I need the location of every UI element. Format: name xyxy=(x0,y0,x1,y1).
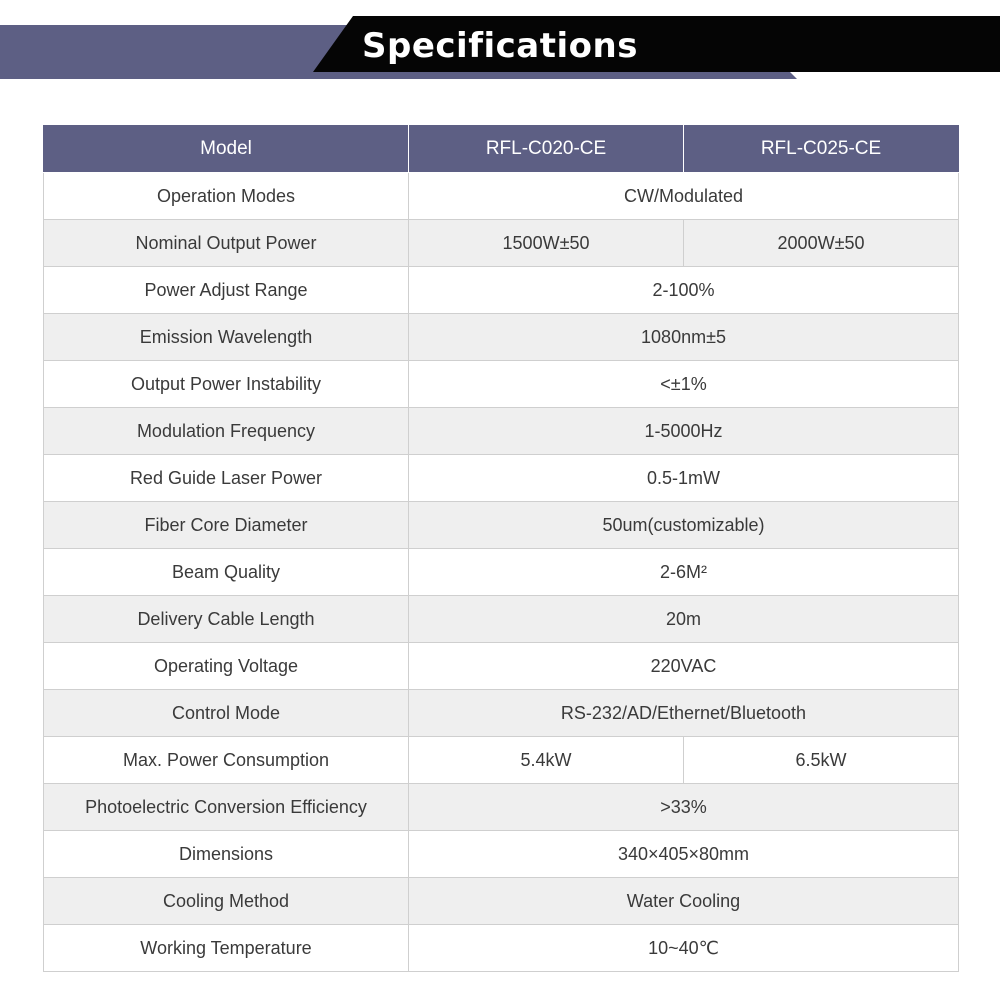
row-value: >33% xyxy=(409,784,959,831)
table-row-emission-wavelength xyxy=(44,314,959,361)
table-row-red-guide-laser-power xyxy=(44,455,959,502)
row-label: Modulation Frequency xyxy=(44,408,409,455)
row-value: 1080nm±5 xyxy=(409,314,959,361)
header-cell-model: Model xyxy=(44,126,409,173)
table-row-max-power-consumption xyxy=(44,737,959,784)
specifications-table xyxy=(43,125,959,972)
row-value: 2-6M² xyxy=(409,549,959,596)
row-value-rfl-c025-ce: 2000W±50 xyxy=(684,220,959,267)
row-label: Beam Quality xyxy=(44,549,409,596)
table-row-beam-quality xyxy=(44,549,959,596)
row-value: CW/Modulated xyxy=(409,173,959,220)
row-value-rfl-c020-ce: 5.4kW xyxy=(409,737,684,784)
row-value: 2-100% xyxy=(409,267,959,314)
row-label: Photoelectric Conversion Efficiency xyxy=(44,784,409,831)
row-value: 1-5000Hz xyxy=(409,408,959,455)
row-label: Power Adjust Range xyxy=(44,267,409,314)
row-value: 50um(customizable) xyxy=(409,502,959,549)
table-row-power-adjust-range xyxy=(44,267,959,314)
specifications-banner xyxy=(0,0,1000,90)
row-value: 10~40℃ xyxy=(409,925,959,972)
row-value-rfl-c025-ce: 6.5kW xyxy=(684,737,959,784)
row-label: Max. Power Consumption xyxy=(44,737,409,784)
row-label: Emission Wavelength xyxy=(44,314,409,361)
row-label: Red Guide Laser Power xyxy=(44,455,409,502)
table-row-operating-voltage xyxy=(44,643,959,690)
row-label: Working Temperature xyxy=(44,925,409,972)
page-title: Specifications xyxy=(362,26,638,66)
table-row-output-power-instability xyxy=(44,361,959,408)
row-value: 0.5-1mW xyxy=(409,455,959,502)
header-row xyxy=(44,126,959,173)
row-label: Delivery Cable Length xyxy=(44,596,409,643)
row-label: Operation Modes xyxy=(44,173,409,220)
row-value: 220VAC xyxy=(409,643,959,690)
table-row-dimensions xyxy=(44,831,959,878)
row-label: Fiber Core Diameter xyxy=(44,502,409,549)
table-row-delivery-cable-length xyxy=(44,596,959,643)
row-label: Cooling Method xyxy=(44,878,409,925)
table-row-photoelectric-conversion-efficiency xyxy=(44,784,959,831)
row-label: Control Mode xyxy=(44,690,409,737)
row-label: Operating Voltage xyxy=(44,643,409,690)
row-value: 20m xyxy=(409,596,959,643)
table-row-control-mode xyxy=(44,690,959,737)
table-header xyxy=(44,126,959,173)
row-label: Dimensions xyxy=(44,831,409,878)
row-label: Nominal Output Power xyxy=(44,220,409,267)
row-value: <±1% xyxy=(409,361,959,408)
header-cell-rfl-c020-ce: RFL-C020-CE xyxy=(409,126,684,173)
row-label: Output Power Instability xyxy=(44,361,409,408)
header-cell-rfl-c025-ce: RFL-C025-CE xyxy=(684,126,959,173)
table-row-working-temperature xyxy=(44,925,959,972)
row-value: 340×405×80mm xyxy=(409,831,959,878)
table-body xyxy=(44,173,959,972)
table-row-nominal-output-power xyxy=(44,220,959,267)
row-value-rfl-c020-ce: 1500W±50 xyxy=(409,220,684,267)
row-value: RS-232/AD/Ethernet/Bluetooth xyxy=(409,690,959,737)
table-row-modulation-frequency xyxy=(44,408,959,455)
table-row-fiber-core-diameter xyxy=(44,502,959,549)
row-value: Water Cooling xyxy=(409,878,959,925)
table-row-operation-modes xyxy=(44,173,959,220)
table-row-cooling-method xyxy=(44,878,959,925)
banner-left-band xyxy=(0,25,350,79)
